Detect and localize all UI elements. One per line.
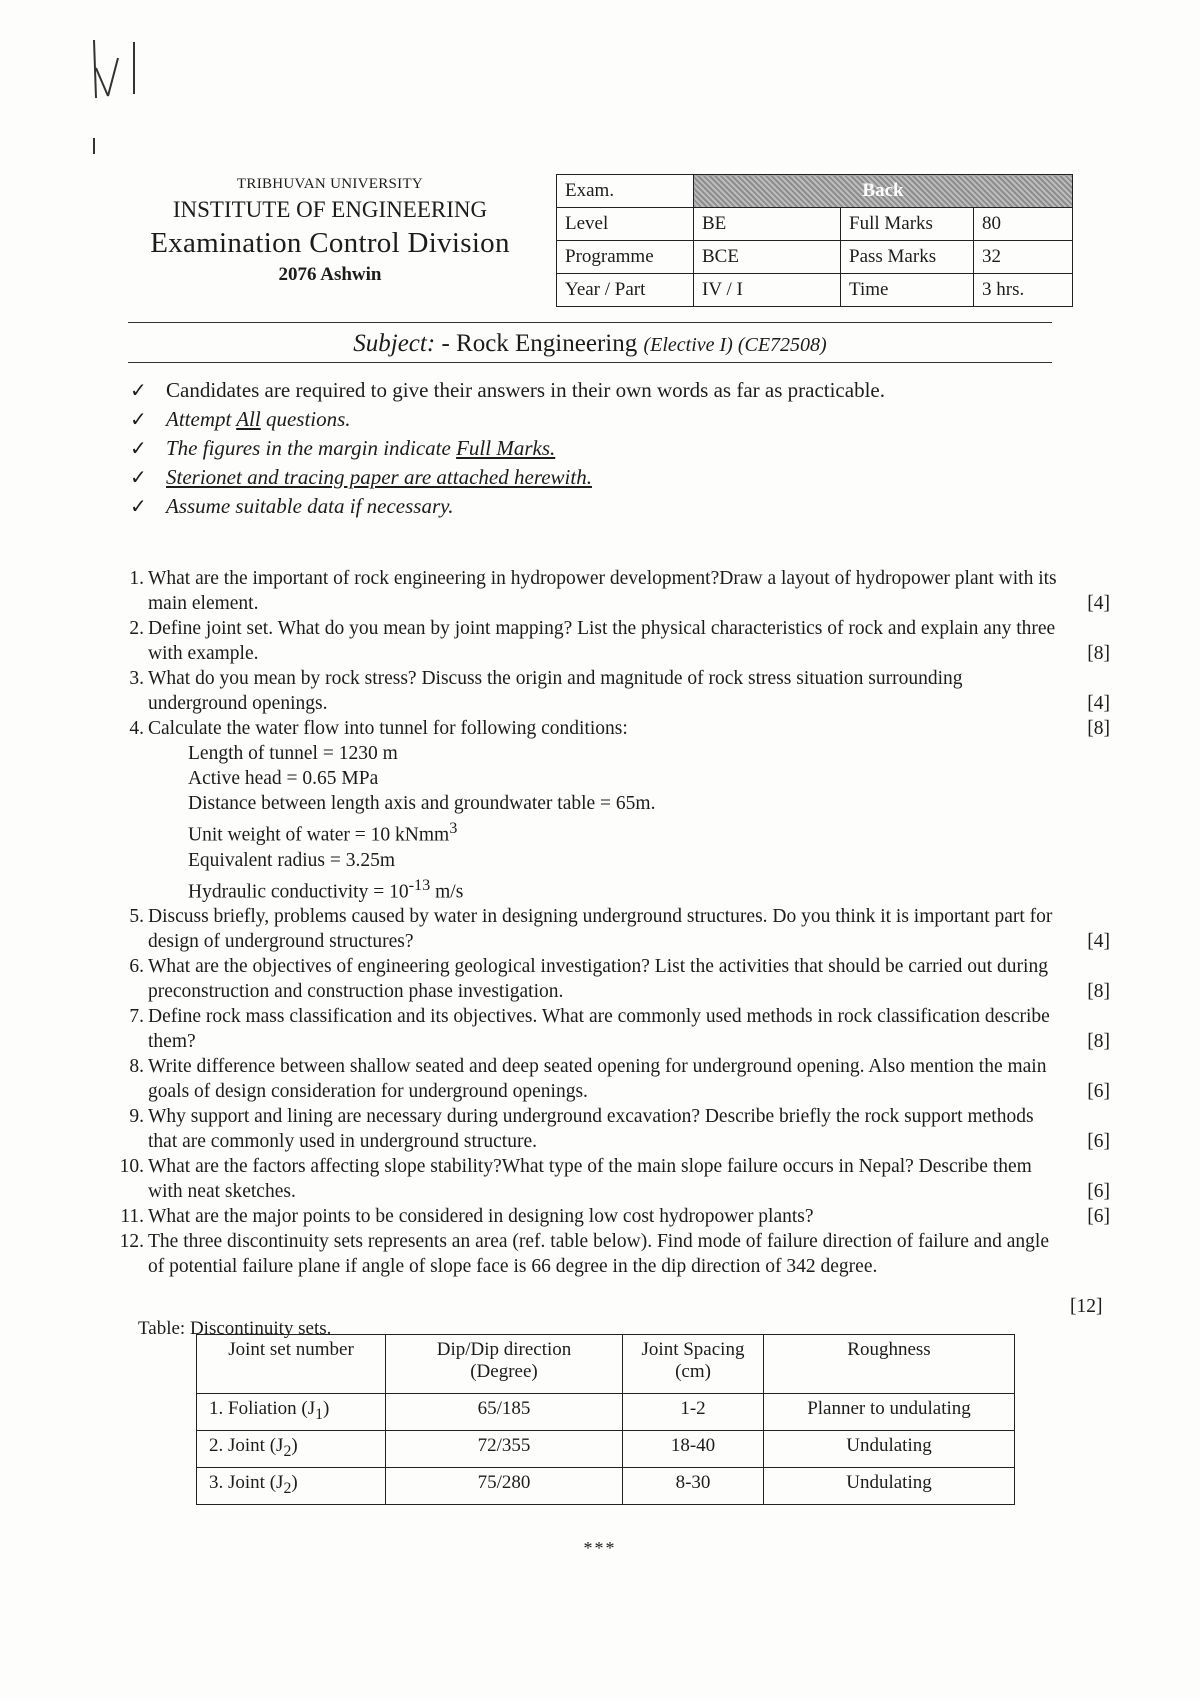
programme-value: BCE	[694, 241, 841, 274]
question-item: 3. What do you mean by rock stress? Discuss the origin and magnitude of rock stress situation surrounding underground openings. [4]	[129, 668, 1110, 714]
institution-header	[120, 176, 540, 286]
year-part-value: IV / I	[694, 274, 841, 307]
spacing-value: 1-2	[623, 1394, 764, 1431]
exam-session: 2076 Ashwin	[278, 264, 382, 285]
pass-marks-value: 32	[974, 241, 1073, 274]
instructions-list	[130, 378, 885, 523]
full-marks-label: Full Marks	[841, 208, 974, 241]
dip-value: 72/355	[386, 1431, 623, 1468]
spacing-value: 8-30	[623, 1468, 764, 1505]
q4-conditions: Length of tunnel = 1230 m Active head = 0.65 MPa Distance between length axis and groundwater table = 65m. Unit weight of water = 10 kNmm$^3$ Equivalent radius = 3.25m Hydraulic conductivity = $10^{-13}$ m/s	[188, 743, 656, 902]
instruction-item	[130, 378, 885, 403]
level-label: Level	[557, 208, 694, 241]
joint-set-name: 3. Joint $(J_2)$	[197, 1468, 386, 1505]
check-icon: ✓	[130, 494, 147, 518]
question-list	[110, 566, 1110, 1279]
instruction-item	[130, 436, 885, 461]
check-icon: ✓	[130, 436, 147, 460]
divider-bottom	[128, 362, 1052, 363]
question-item: 10. What are the factors affecting slope stability?What type of the main slope failure occurs in Nepal? Describe them with neat sketches. [6]	[119, 1156, 1110, 1202]
instruction-text: Attempt All questions.	[166, 407, 351, 431]
header-joint-set: Joint set number	[197, 1335, 386, 1394]
question-item: 9. Why support and lining are necessary during underground excavation? Describe briefly the rock support methods that are commonly used in underground structure. [6]	[129, 1106, 1110, 1152]
question-item: 7. Define rock mass classification and its objectives. What are commonly used methods in rock classification describe them? [8]	[129, 1006, 1110, 1052]
question-item: 12. The three discontinuity sets represents an area (ref. table below). Find mode of failure direction of failure and angle of potential failure plane if angle of slope face is 66 degree in the dip direction of 342 degree.	[119, 1231, 1049, 1277]
header-spacing: Joint Spacing (cm)	[623, 1335, 764, 1394]
question-item: 4. Calculate the water flow into tunnel for following conditions: [8] Length of tunnel = 1230 m Active head = 0.65 MPa Distance between length axis and groundwater table = 65m. Unit weight of water = 10 kNmm$^3$ Equivalent radius = 3.25m Hydraulic conductivity = $10^{-13}$ m/s	[129, 718, 1110, 902]
level-value: BE	[694, 208, 841, 241]
discontinuity-table	[196, 1334, 1015, 1505]
instruction-item	[130, 465, 885, 490]
table-row	[197, 1394, 1015, 1431]
instruction-text: Sterionet and tracing paper are attached herewith.	[166, 465, 592, 489]
subject-name: - Rock Engineering	[435, 330, 644, 357]
university-name: TRIBHUVAN UNIVERSITY	[236, 176, 424, 192]
instruction-text: The figures in the margin indicate Full Marks.	[166, 436, 556, 460]
subject-code: (Elective I) (CE72508)	[643, 334, 827, 356]
time-value: 3 hrs.	[974, 274, 1073, 307]
exam-info-table	[556, 174, 1073, 307]
time-label: Time	[841, 274, 974, 307]
roughness-value: Planner to undulating	[764, 1394, 1015, 1431]
dip-value: 65/185	[386, 1394, 623, 1431]
roughness-value: Undulating	[764, 1431, 1015, 1468]
check-icon: ✓	[130, 407, 147, 431]
instruction-item	[130, 407, 885, 432]
dip-value: 75/280	[386, 1468, 623, 1505]
exam-value: Back	[694, 175, 1073, 208]
full-marks-value: 80	[974, 208, 1073, 241]
end-mark: ***	[583, 1538, 617, 1558]
divider-top	[128, 322, 1052, 323]
header-roughness: Roughness	[764, 1335, 1015, 1394]
subject-line	[128, 330, 1052, 358]
exam-label: Exam.	[557, 175, 694, 208]
instruction-text: Candidates are required to give their answers in their own words as far as practicable.	[166, 378, 885, 402]
joint-set-name: 1. Foliation $(J_1)$	[197, 1394, 386, 1431]
check-icon: ✓	[130, 378, 147, 402]
table-row	[197, 1431, 1015, 1468]
question-item: 2. Define joint set. What do you mean by joint mapping? List the physical characteristics of rock and explain any three with example. [8]	[129, 618, 1110, 664]
programme-label: Programme	[557, 241, 694, 274]
year-part-label: Year / Part	[557, 274, 694, 307]
spacing-value: 18-40	[623, 1431, 764, 1468]
instruction-item	[130, 494, 885, 519]
table-caption: Table: Discontinuity sets.	[138, 1318, 332, 1339]
table-header-row	[197, 1335, 1015, 1394]
check-icon: ✓	[130, 465, 147, 489]
question-item: 5. Discuss briefly, problems caused by water in designing underground structures. Do you think it is important part for design of underground structures? [4]	[129, 906, 1110, 952]
question-item: 11. What are the major points to be considered in designing low cost hydropower plants? [6]	[120, 1206, 1110, 1227]
question-item: 8. Write difference between shallow seated and deep seated opening for underground opening. Also mention the main goals of design consideration for underground openings. [6]	[129, 1056, 1110, 1102]
pass-marks-label: Pass Marks	[841, 241, 974, 274]
roughness-value: Undulating	[764, 1468, 1015, 1505]
handwritten-scribble	[88, 38, 188, 158]
division-name: Examination Control Division	[150, 227, 510, 259]
header-dip: Dip/Dip direction (Degree)	[386, 1335, 623, 1394]
instruction-text: Assume suitable data if necessary.	[166, 494, 454, 518]
subject-label: Subject:	[353, 330, 436, 357]
institute-name: INSTITUTE OF ENGINEERING	[172, 197, 488, 222]
q12-marks: [12]	[1070, 1296, 1103, 1317]
joint-set-name: 2. Joint $(J_2)$	[197, 1431, 386, 1468]
question-item: 6. What are the objectives of engineering geological investigation? List the activities that should be carried out during preconstruction and construction phase investigation. [8]	[129, 956, 1110, 1002]
question-item: 1. What are the important of rock engineering in hydropower development?Draw a layout of hydropower plant with its main element. [4]	[129, 568, 1110, 614]
table-row	[197, 1468, 1015, 1505]
